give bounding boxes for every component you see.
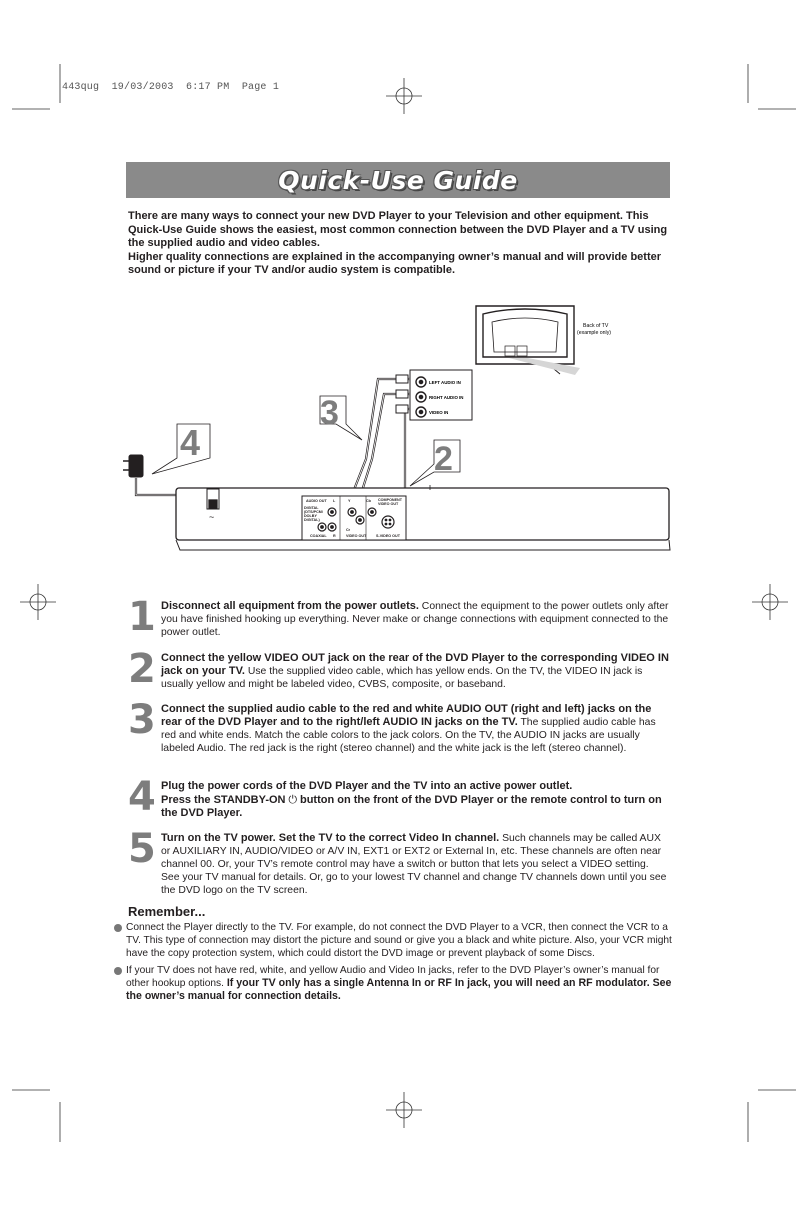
svg-text:VIDEO OUT: VIDEO OUT <box>378 502 399 506</box>
step-2 <box>128 646 673 700</box>
page-title: Quick-Use Guide <box>278 165 518 195</box>
step-number: 2 <box>128 646 154 692</box>
remember-heading: Remember... <box>128 904 206 919</box>
list-item: If your TV does not have red, white, and yellow Audio and Video In jacks, refer to the DVD Player’s owner’s manual for other hookup options. If your TV only has a single Antenna In or RF In jack, you will need an RF modulator. See the owner’s manual for connection details. <box>112 964 672 1003</box>
callout-4 <box>152 422 210 474</box>
registration-mark-top <box>386 78 422 114</box>
svg-text:L: L <box>333 499 336 503</box>
step-text: Plug the power cords of the DVD Player and the TV into an active power outlet. Press the STANDBY-ON ⏻ button on the front of the DVD Player or the remote control to turn on the DVD Player. <box>161 780 662 820</box>
left-audio-in-label: LEFT AUDIO IN <box>429 380 461 385</box>
svg-text:Cr: Cr <box>346 528 351 532</box>
bullet-icon <box>114 967 122 975</box>
back-of-tv-label: Back of TV <box>583 323 609 329</box>
step-text: Turn on the TV power. Set the TV to the correct Video In channel. Such channels may be called AUX or AUXILIARY IN, AUDIO/VIDEO or A/V IN, EXT1 or EXT2 or External In, etc. These channels are often near channel 00. Or, your TV’s remote control may have a switch or button that lets you select a VIDEO setting. See your TV manual for details. Or, go to your lowest TV channel and change TV channels down until you see the DVD logo on the TV screen. <box>161 832 667 897</box>
svg-text:DIGITAL): DIGITAL) <box>304 518 320 522</box>
connection-diagram <box>0 290 808 580</box>
step-text: Connect the yellow VIDEO OUT jack on the rear of the DVD Player to the corresponding VIDEO IN jack on your TV. Use the supplied video cable, which has yellow ends. On the TV, the VIDEO IN jack is usually yellow and might be labeled video, CVBS, composite, or baseband. <box>161 652 669 691</box>
intro-paragraph-1: There are many ways to connect your new DVD Player to your Television and other equipment. This Quick-Use Guide shows the easiest, most common connection between the DVD Player and a TV using the supplied audio and video cables. <box>128 210 668 250</box>
svg-text:COAXIAL: COAXIAL <box>310 534 327 538</box>
svg-text:R: R <box>333 534 336 538</box>
remember-list <box>112 921 672 1007</box>
back-of-tv-sublabel: (example only) <box>577 330 612 336</box>
intro-text <box>128 210 673 278</box>
video-in-label: VIDEO IN <box>429 410 449 415</box>
svg-text:Cb: Cb <box>366 499 371 503</box>
svg-text:2: 2 <box>434 440 453 478</box>
step-3 <box>128 697 673 771</box>
svg-text:VIDEO OUT: VIDEO OUT <box>346 534 367 538</box>
registration-mark-bottom <box>386 1092 422 1128</box>
callout-3 <box>320 394 362 440</box>
bullet-icon <box>114 924 122 932</box>
step-number: 5 <box>128 826 154 872</box>
svg-text:(DTS/PCM/: (DTS/PCM/ <box>304 510 323 514</box>
step-text: Connect the supplied audio cable to the red and white AUDIO OUT (right and left) jacks on the rear of the DVD Player and to the right/left AUDIO IN jacks on the TV. The supplied audio cable has red and white ends. Match the cable colors to the jack colors. On the TV, the AUDIO IN jacks are usually labeled Audio. The red jack is the right (stereo channel) and the white jack is the left (stereo channel). <box>161 703 656 755</box>
step-number: 3 <box>128 697 154 743</box>
tv-input-panel <box>410 370 472 420</box>
step-number: 1 <box>128 594 154 640</box>
step-1 <box>128 594 673 648</box>
power-inlet-label: ~ <box>209 512 215 522</box>
power-plug-icon <box>123 455 143 477</box>
svg-text:Y: Y <box>348 499 351 503</box>
svg-text:DOLBY: DOLBY <box>304 514 317 518</box>
power-icon: ⏻ <box>288 793 298 807</box>
tv-back-illustration <box>476 306 574 374</box>
svg-text:AUDIO OUT: AUDIO OUT <box>306 499 327 503</box>
intro-paragraph-2: Higher quality connections are explained in the accompanying owner’s manual and will provide better sound or picture if your TV and/or audio system is compatible. <box>128 250 662 277</box>
cable-plugs <box>396 375 408 413</box>
step-text: Disconnect all equipment from the power outlets. Connect the equipment to the power outlets only after you have finished hooking up everything. Never make or change connections with equipment connected to the power outlet. <box>161 600 669 639</box>
svg-text:COMPONENT: COMPONENT <box>378 498 402 502</box>
step-number: 4 <box>128 774 154 820</box>
right-audio-in-label: RIGHT AUDIO IN <box>429 395 464 400</box>
registration-mark-right <box>752 584 788 620</box>
title-banner <box>126 162 670 198</box>
step-5 <box>128 826 673 897</box>
print-slug: 443qug 19/03/2003 6:17 PM Page 1 <box>62 82 280 93</box>
svg-text:4: 4 <box>180 422 201 463</box>
callout-2 <box>410 440 460 486</box>
svg-text:3: 3 <box>320 394 339 432</box>
svg-text:S-VIDEO OUT: S-VIDEO OUT <box>376 534 400 538</box>
list-item: Connect the Player directly to the TV. For example, do not connect the DVD Player to a VCR, then connect the VCR to a TV. This type of connection may distort the picture and sound or give you a black and white picture. Also, your VCR might have the copy protection system, which could distort the DVD image or prevent playback of some Discs. <box>112 921 672 960</box>
registration-mark-left <box>20 584 56 620</box>
dvd-player-rear <box>176 485 670 550</box>
step-4 <box>128 774 673 822</box>
svg-text:DIGITAL: DIGITAL <box>304 506 319 510</box>
